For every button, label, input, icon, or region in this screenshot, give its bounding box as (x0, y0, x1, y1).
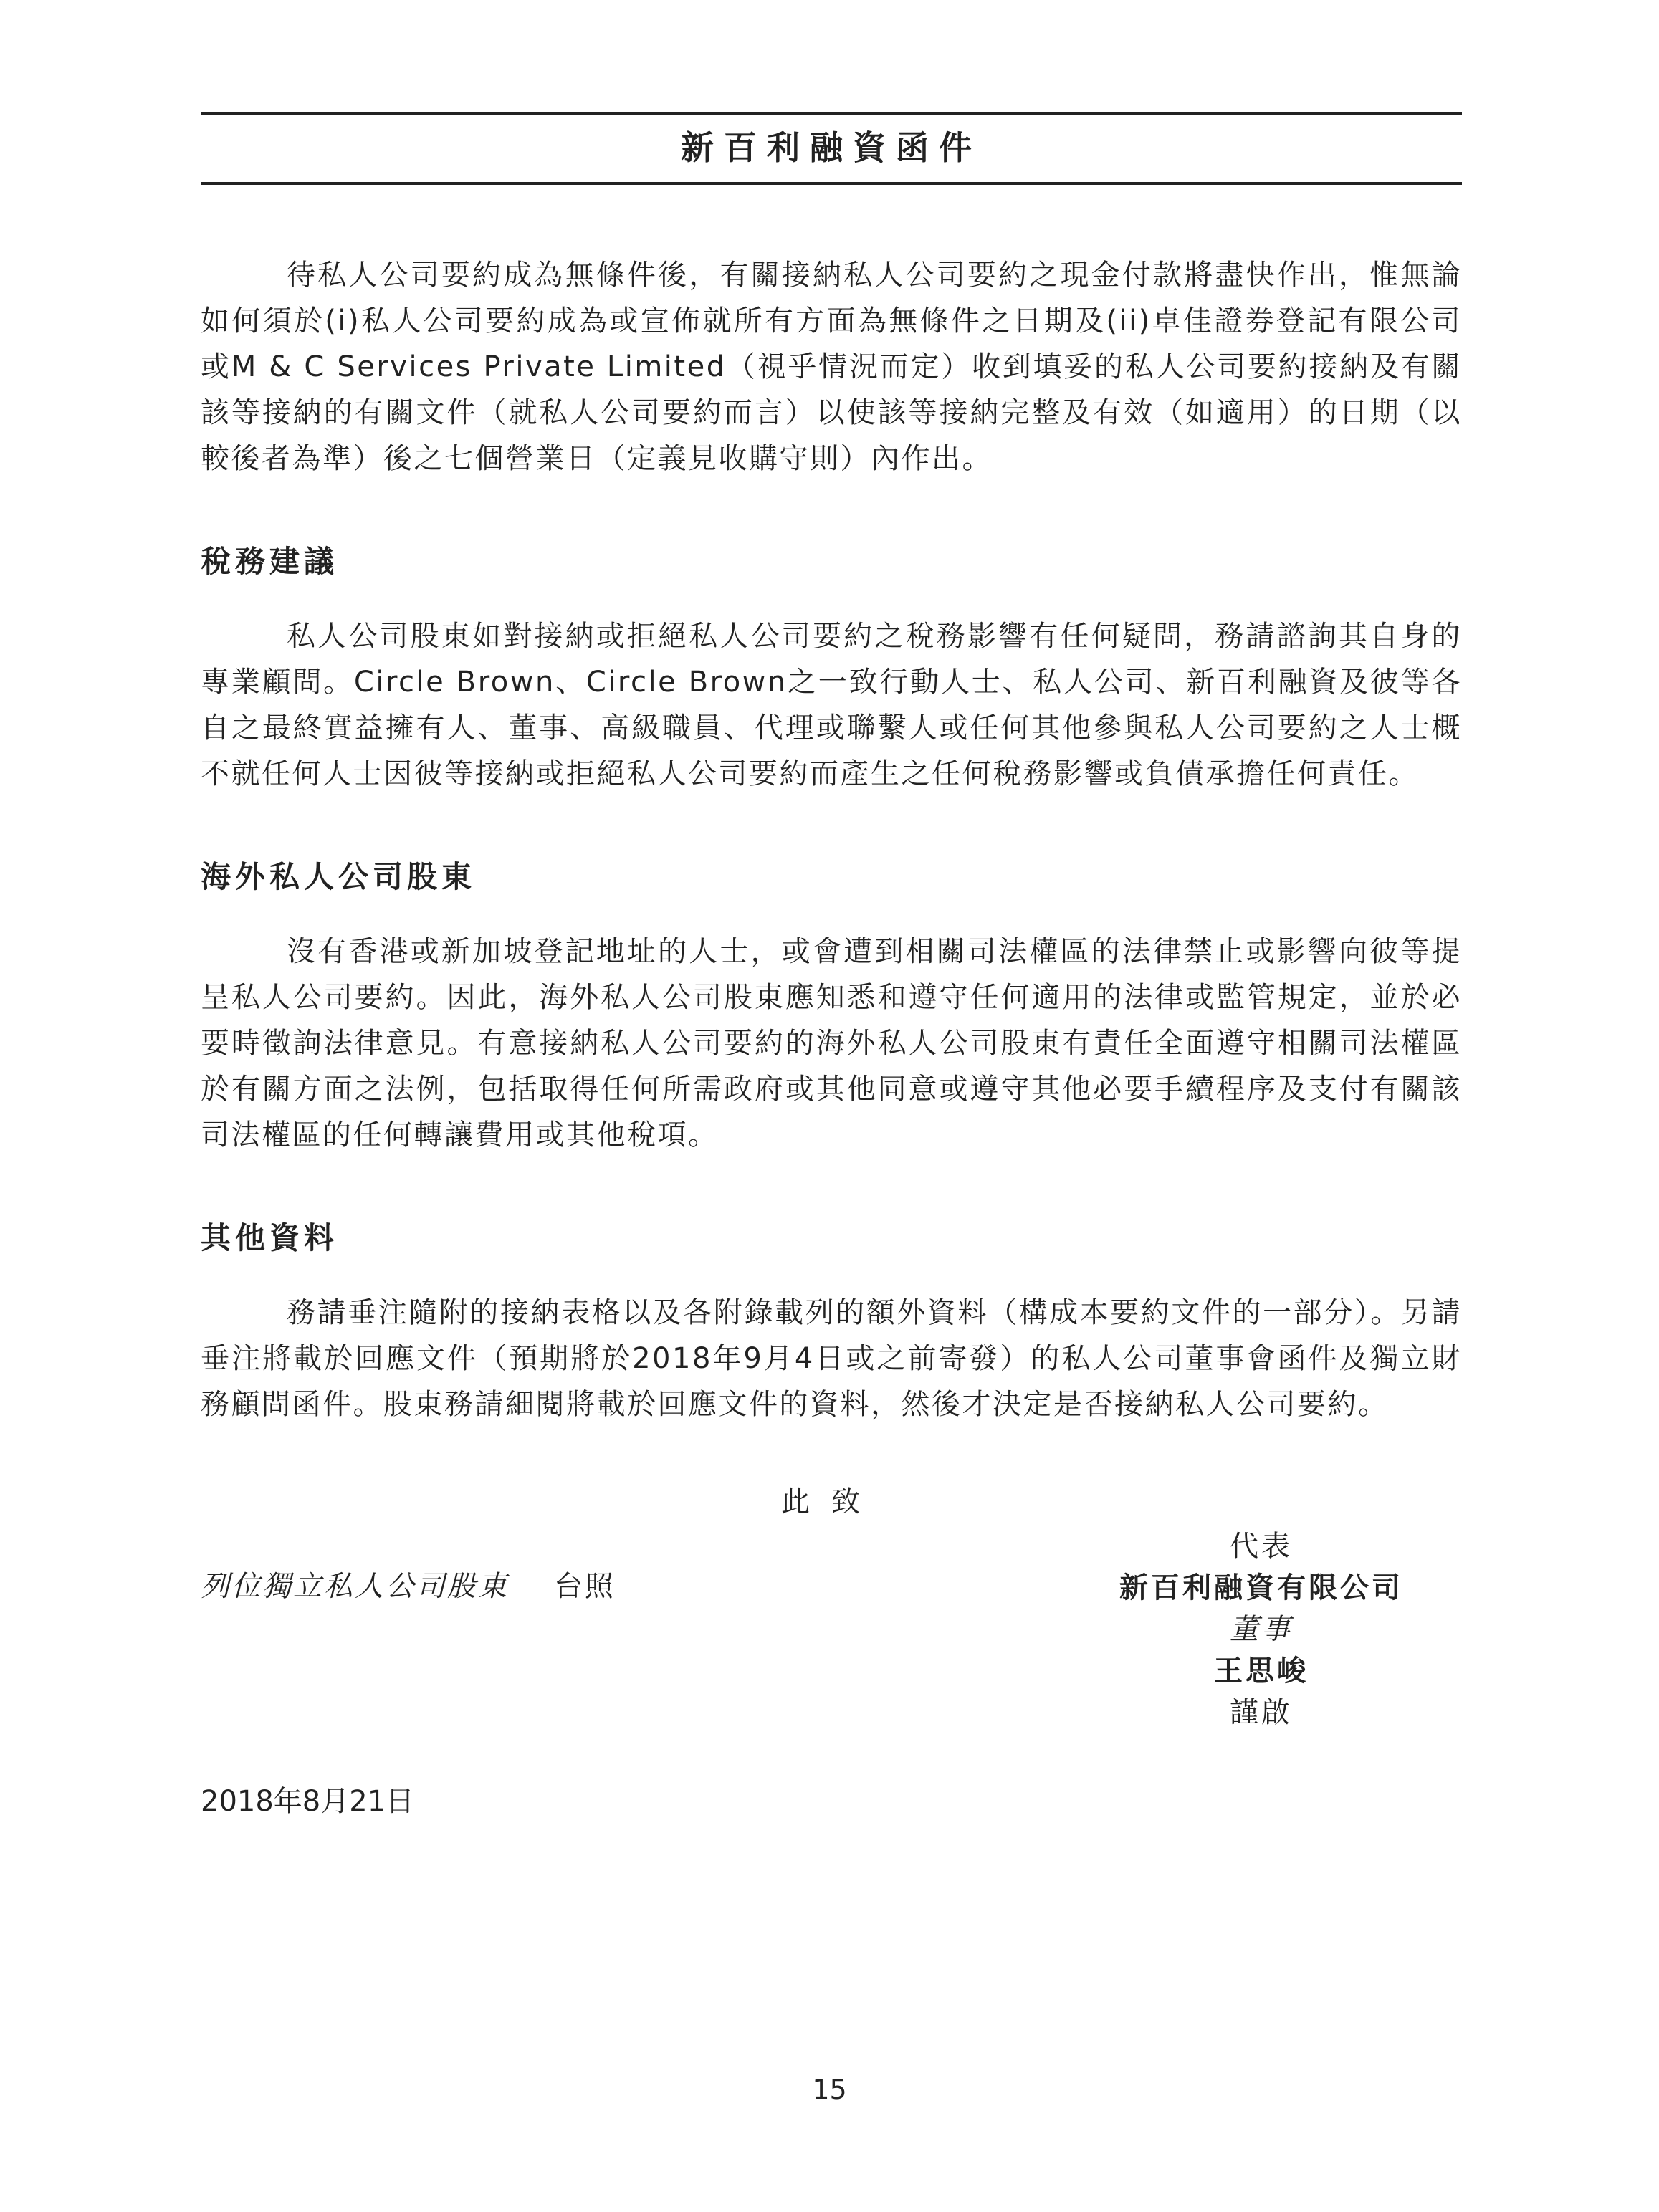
overseas-paragraph: 沒有香港或新加坡登記地址的人士，或會遭到相關司法權區的法律禁止或影響向彼等提呈私人公司要約。因此，海外私人公司股東應知悉和遵守任何適用的法律或監管規定，並於必要時徵詢法律意見。有意接納私人公司要約的海外私人公司股東有責任全面遵守相關司法權區於有關方面之法例，包括取得任何所需政府或其他同意或遵守其他必要手續程序及支付有關該司法權區的任何轉讓費用或其他稅項。 (201, 935, 1462, 1152)
section-heading-other-info: 其他資料 (201, 1220, 339, 1255)
letter-date: 2018年8月21日 (201, 1785, 415, 1818)
addressee-salutation: 台照 (553, 1570, 616, 1603)
page-title: 新百利融資函件 (681, 128, 982, 167)
signature-company: 新百利融資有限公司 (1119, 1571, 1403, 1604)
section-heading-overseas: 海外私人公司股東 (201, 859, 477, 894)
signature-on-behalf: 代表 (1230, 1530, 1293, 1563)
page-number: 15 (812, 2074, 847, 2105)
tax-paragraph: 私人公司股東如對接納或拒絕私人公司要約之稅務影響有任何疑問，務請諮詢其自身的專業顧問。Circle Brown、Circle Brown之一致行動人士、私人公司、新百利融資及彼等各自之最終實益擁有人、董事、高級職員、代理或聯繫人或任何其他參與私人公司要約之人士概不就任何人士因彼等接納或拒絕私人公司要約而產生之任何稅務影響或負債承擔任何責任。 (201, 620, 1462, 790)
closing-phrase: 此致 (781, 1485, 881, 1518)
signature-block (1057, 1526, 1466, 1733)
letter-header (201, 112, 1462, 185)
other-info-paragraph: 務請垂注隨附的接納表格以及各附錄載列的額外資料（構成本要約文件的一部分）。另請垂注將載於回應文件（預期將於2018年9月4日或之前寄發）的私人公司董事會函件及獨立財務顧問函件。股東務請細閱將載於回應文件的資料，然後才決定是否接納私人公司要約。 (201, 1296, 1462, 1421)
section-heading-tax: 稅務建議 (201, 544, 339, 579)
letter-body (201, 107, 1462, 1607)
signature-sign-off: 謹啟 (1230, 1696, 1293, 1729)
signature-name: 王思峻 (1214, 1655, 1309, 1687)
addressee-recipients: 列位獨立私人公司股東 (201, 1570, 509, 1603)
payment-paragraph: 待私人公司要約成為無條件後，有關接納私人公司要約之現金付款將盡快作出，惟無論如何須於(i)私人公司要約成為或宣佈就所有方面為無條件之日期及(ii)卓佳證券登記有限公司或M & C Services Private Limited（視乎情況而定）收到填妥的私人公司要約接納及有關該等接納的有關文件（就私人公司要約而言）以使該等接納完整及有效（如適用）的日期（以較後者為準）後之七個營業日（定義見收購守則）內作出。 (201, 259, 1462, 475)
signature-role: 董事 (1230, 1613, 1293, 1646)
